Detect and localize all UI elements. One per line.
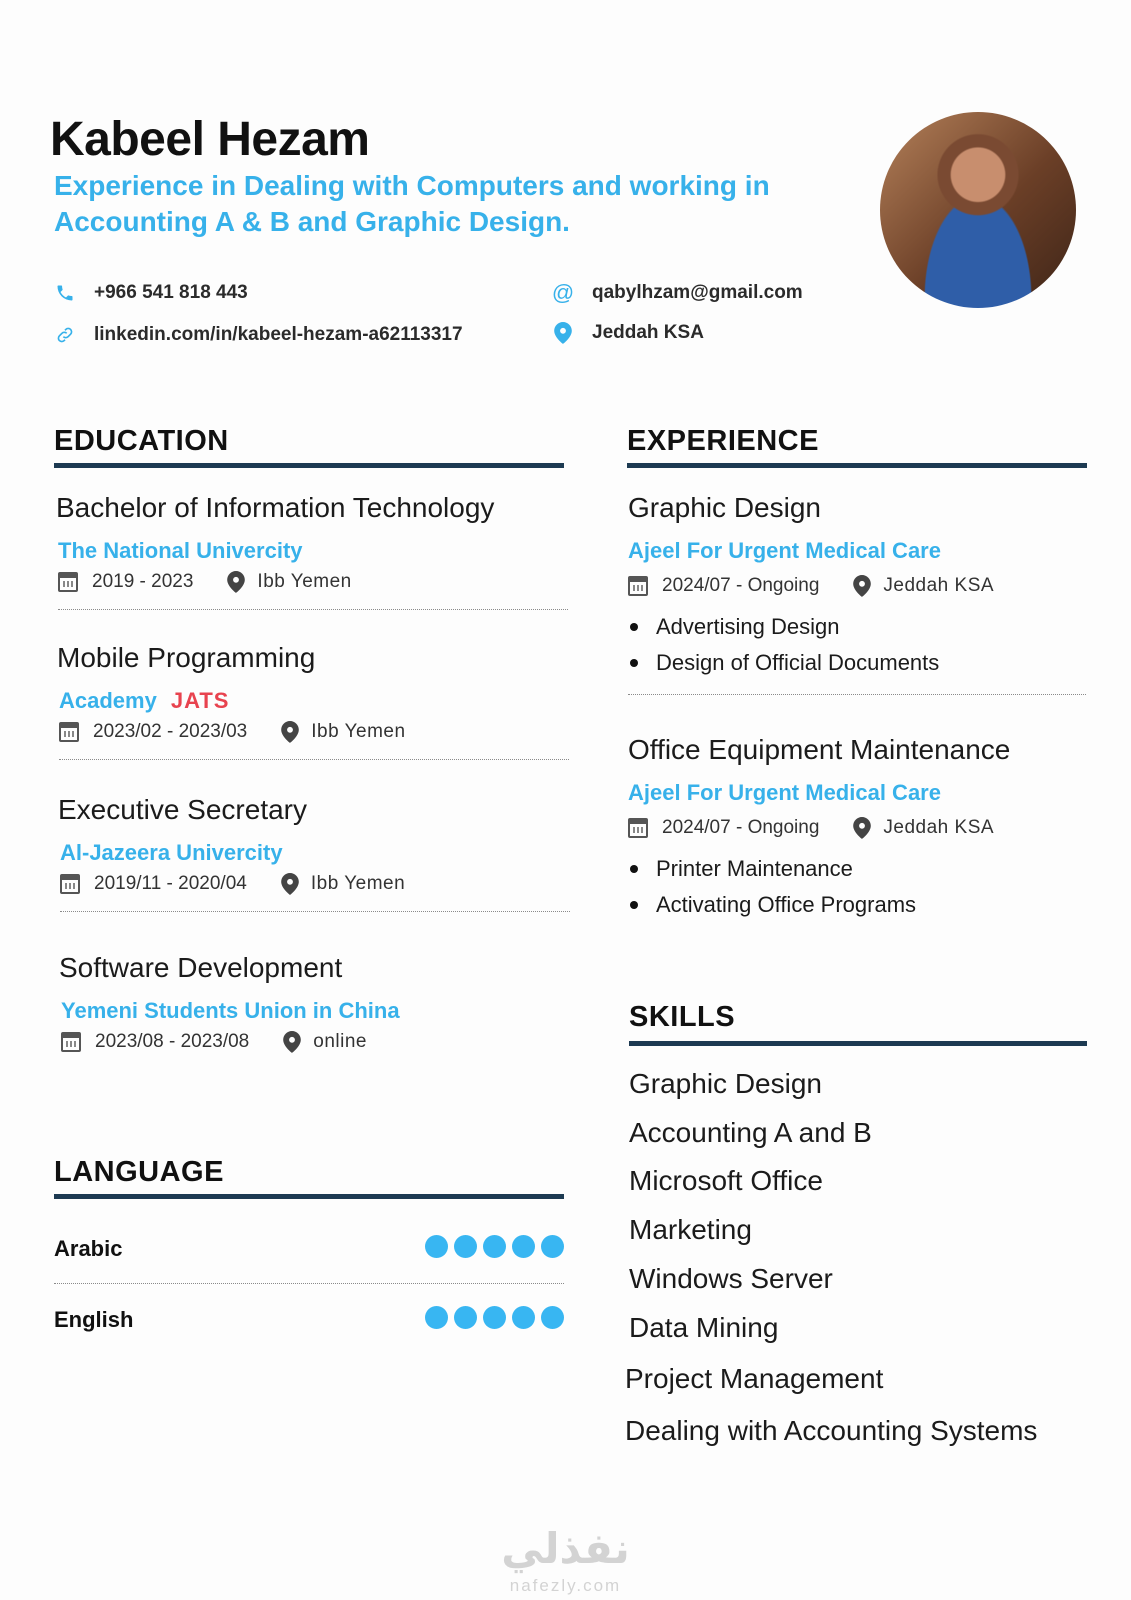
separator bbox=[54, 1283, 564, 1284]
meta-row bbox=[60, 873, 405, 895]
education-degree: Mobile Programming bbox=[57, 642, 316, 673]
date-range: 2023/02 - 2023/03 bbox=[93, 721, 248, 742]
education-institution bbox=[58, 538, 303, 564]
contact-location bbox=[552, 322, 704, 344]
experience-bullet bbox=[630, 856, 853, 882]
location-pin-icon bbox=[281, 721, 299, 743]
location: Ibb Yemen bbox=[311, 721, 406, 742]
bullet-text: Printer Maintenance bbox=[656, 856, 853, 881]
linkedin-link[interactable]: linkedin.com/in/kabeel-hezam-a62113317 bbox=[94, 324, 463, 345]
education-title: EDUCATION bbox=[54, 425, 229, 457]
phone-icon bbox=[54, 282, 76, 304]
calendar-icon bbox=[628, 576, 648, 596]
meta-row bbox=[59, 721, 406, 743]
separator bbox=[628, 694, 1086, 695]
date-range: 2023/08 - 2023/08 bbox=[95, 1031, 250, 1052]
language-name: English bbox=[54, 1307, 134, 1332]
skill-item: Marketing bbox=[629, 1214, 752, 1245]
skill-item: Accounting A and B bbox=[629, 1117, 872, 1148]
education-institution bbox=[60, 840, 283, 866]
calendar-icon bbox=[60, 874, 80, 894]
separator bbox=[59, 759, 569, 760]
calendar-icon bbox=[628, 818, 648, 838]
institution-accent: JATS bbox=[170, 688, 230, 713]
experience-role: Office Equipment Maintenance bbox=[628, 734, 1011, 765]
experience-title: EXPERIENCE bbox=[627, 425, 819, 457]
profile-photo bbox=[880, 112, 1076, 308]
contact-linkedin[interactable] bbox=[54, 324, 463, 346]
bullet-dot bbox=[630, 659, 638, 667]
rating-dot bbox=[454, 1235, 477, 1258]
rating-dot bbox=[483, 1235, 506, 1258]
separator bbox=[58, 609, 568, 610]
location-pin-icon bbox=[853, 817, 871, 839]
skills-rule bbox=[629, 1041, 1087, 1046]
meta-row bbox=[61, 1031, 367, 1053]
email-icon: @ bbox=[551, 280, 575, 305]
education-institution bbox=[61, 998, 400, 1024]
experience-role: Graphic Design bbox=[628, 492, 821, 523]
location-pin-icon bbox=[283, 1031, 301, 1053]
institution-name: Yemeni Students Union in China bbox=[61, 998, 400, 1023]
skill-item: Dealing with Accounting Systems bbox=[625, 1415, 1038, 1446]
watermark-arabic: نفذلي bbox=[501, 1525, 630, 1572]
experience-company: Ajeel For Urgent Medical Care bbox=[628, 780, 941, 805]
phone-text: +966 541 818 443 bbox=[94, 282, 248, 303]
location-pin-icon bbox=[227, 571, 245, 593]
bullet-text: Design of Official Documents bbox=[656, 650, 940, 675]
link-icon bbox=[54, 324, 76, 346]
bullet-text: Advertising Design bbox=[656, 614, 840, 639]
location-pin-icon bbox=[552, 322, 574, 344]
location: online bbox=[313, 1031, 367, 1052]
bullet-text: Activating Office Programs bbox=[656, 892, 917, 917]
contact-phone bbox=[54, 282, 248, 304]
experience-bullet bbox=[630, 614, 839, 640]
institution-name: The National Univercity bbox=[58, 538, 303, 563]
education-degree: Software Development bbox=[59, 952, 343, 983]
location: Jeddah KSA bbox=[883, 817, 995, 838]
location: Ibb Yemen bbox=[310, 873, 406, 894]
rating-dot bbox=[425, 1306, 448, 1329]
meta-row bbox=[628, 575, 994, 597]
headline: Experience in Dealing with Computers and working in Accounting A & B and Graphic Design. bbox=[54, 170, 770, 237]
institution-name: Academy bbox=[59, 688, 157, 713]
meta-row bbox=[58, 571, 352, 593]
skills-title: SKILLS bbox=[629, 1001, 736, 1033]
meta-row bbox=[628, 817, 994, 839]
rating-dot bbox=[512, 1235, 535, 1258]
contact-email[interactable] bbox=[552, 282, 803, 304]
location: Ibb Yemen bbox=[257, 571, 352, 592]
skill-item: Graphic Design bbox=[629, 1068, 822, 1099]
rating-dot bbox=[483, 1306, 506, 1329]
calendar-icon bbox=[59, 722, 79, 742]
education-degree: Bachelor of Information Technology bbox=[56, 492, 495, 523]
watermark-latin: nafezly.com bbox=[509, 1576, 622, 1595]
institution-name: Al-Jazeera Univercity bbox=[60, 840, 283, 865]
experience-bullet bbox=[630, 650, 939, 676]
email-link[interactable]: qabylhzam@gmail.com bbox=[592, 282, 803, 303]
location-text: Jeddah KSA bbox=[592, 322, 704, 343]
rating-dot bbox=[454, 1306, 477, 1329]
rating-dot bbox=[541, 1235, 564, 1258]
rating-dot bbox=[512, 1306, 535, 1329]
language-name: Arabic bbox=[54, 1236, 123, 1261]
language-rating bbox=[425, 1306, 564, 1329]
calendar-icon bbox=[61, 1032, 81, 1052]
education-degree: Executive Secretary bbox=[58, 794, 307, 825]
location: Jeddah KSA bbox=[883, 575, 995, 596]
skill-item: Data Mining bbox=[629, 1312, 779, 1343]
separator bbox=[60, 911, 570, 912]
bullet-dot bbox=[630, 865, 638, 873]
experience-bullet bbox=[630, 892, 916, 918]
date-range: 2019/11 - 2020/04 bbox=[94, 873, 247, 894]
date-range: 2024/07 - Ongoing bbox=[662, 817, 820, 838]
candidate-name: Kabeel Hezam bbox=[50, 113, 370, 166]
date-range: 2024/07 - Ongoing bbox=[662, 575, 820, 596]
location-pin-icon bbox=[281, 873, 299, 895]
language-title: LANGUAGE bbox=[54, 1156, 224, 1188]
rating-dot bbox=[425, 1235, 448, 1258]
skill-item: Microsoft Office bbox=[629, 1165, 823, 1196]
bullet-dot bbox=[630, 623, 638, 631]
bullet-dot bbox=[630, 901, 638, 909]
language-rule bbox=[54, 1194, 564, 1199]
date-range: 2019 - 2023 bbox=[92, 571, 194, 592]
calendar-icon bbox=[58, 572, 78, 592]
experience-rule bbox=[627, 463, 1087, 468]
rating-dot bbox=[541, 1306, 564, 1329]
language-rating bbox=[425, 1235, 564, 1258]
education-institution bbox=[59, 688, 229, 714]
skill-item: Project Management bbox=[625, 1363, 884, 1394]
location-pin-icon bbox=[853, 575, 871, 597]
skill-item: Windows Server bbox=[629, 1263, 833, 1294]
education-rule bbox=[54, 463, 564, 468]
experience-company: Ajeel For Urgent Medical Care bbox=[628, 538, 941, 563]
